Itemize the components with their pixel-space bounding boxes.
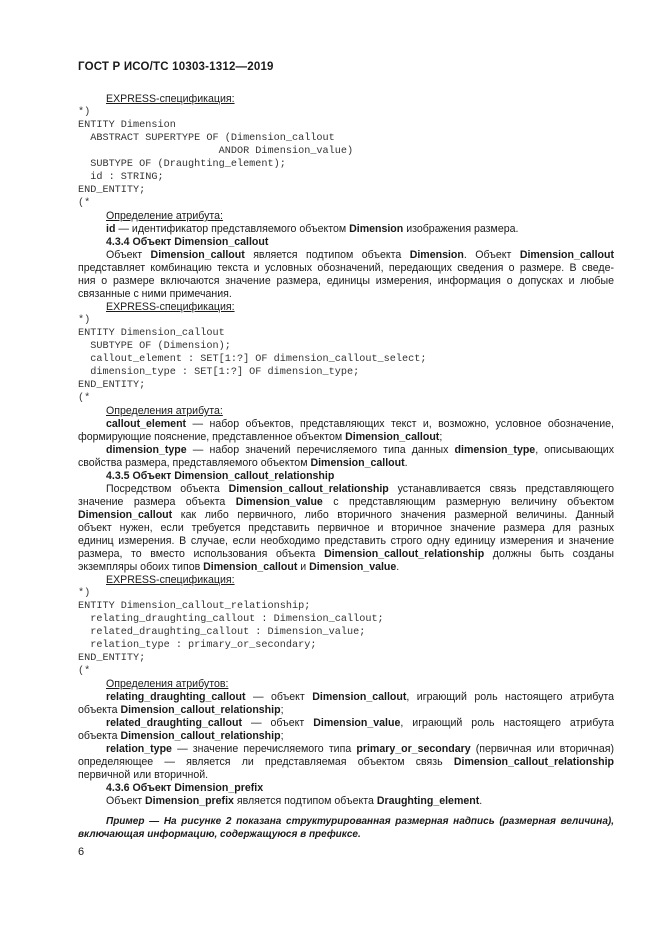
code-line: ENTITY Dimension: [78, 120, 176, 131]
paragraph-line: [106, 795, 482, 808]
paragraph-line: ния о размере включаются значение размера, единицы измерения, информация о допусках и любые: [78, 275, 614, 287]
paragraph-line: [78, 444, 614, 457]
term: Dimension_callout: [345, 431, 440, 443]
text: объекта: [78, 704, 121, 716]
code-line: END_ENTITY;: [78, 653, 146, 664]
attribute-def-label: Определения атрибута:: [106, 405, 223, 417]
paragraph-line: [78, 249, 614, 262]
paragraph-line: [78, 730, 284, 743]
text: определяющее — является ли представляемая объектом связь: [78, 756, 454, 768]
term: Draughting_element: [376, 795, 480, 807]
term: Dimension_callout_relationship: [453, 756, 614, 768]
example-note-line: включающая информацию, содержащуюся в префиксе.: [78, 829, 361, 840]
text: формирующие пояснение, представленное объектом: [78, 431, 346, 443]
paragraph-line: [78, 483, 614, 496]
code-line: SUBTYPE OF (Dimension);: [78, 341, 231, 352]
text: как либо первичного, либо вторичного значения размерной величины. Данный: [172, 509, 614, 521]
code-line: ANDOR Dimension_value): [78, 146, 354, 157]
text: ;: [439, 431, 443, 443]
text: объекта: [78, 730, 121, 742]
paragraph-line: объект нужен, если требуется представить первичное и вторичное значение размера для разных: [78, 522, 614, 534]
term: related_draughting_callout: [106, 717, 242, 729]
term: Dimension_callout_relationship: [120, 730, 281, 742]
paragraph-line: [78, 418, 614, 431]
text: — набор значений перечисляемого типа данных: [186, 444, 455, 456]
code-line: (*: [78, 666, 91, 677]
attribute-def-label: Определения атрибутов:: [106, 678, 229, 690]
code-line: END_ENTITY;: [78, 185, 146, 196]
text: Объект: [106, 249, 151, 261]
paragraph-line: [78, 496, 614, 509]
term: Dimension_callout: [312, 691, 407, 703]
text: является подтипом объекта: [233, 795, 377, 807]
text: значение размера объекта: [78, 496, 236, 508]
attribute-id-line: [106, 223, 518, 236]
term: Dimension_prefix: [145, 795, 234, 807]
text: экземпляры обоих типов: [78, 561, 204, 573]
paragraph-line: представляет комбинацию текста и условных обозначений, передающих сведения о размере. В сведе-: [78, 262, 614, 274]
text: — объект: [241, 717, 314, 729]
text: и: [297, 561, 310, 573]
text: — значение перечисляемого типа: [171, 743, 357, 755]
page-number: 6: [78, 846, 85, 858]
term: Dimension_callout: [78, 509, 173, 521]
term: Dimension_callout_relationship: [228, 483, 389, 495]
text: , играющий роль настоящего атрибута: [406, 691, 614, 703]
code-line: relation_type : primary_or_secondary;: [78, 640, 317, 651]
code-line: dimension_type : SET[1:?] OF dimension_type;: [78, 367, 360, 378]
text: с представляющим размерную величину объектом: [322, 496, 614, 508]
paragraph-line: первичной или вторичной.: [78, 769, 209, 781]
paragraph-line: [78, 743, 614, 756]
section-heading-436: 4.3.6 Объект Dimension_prefix: [106, 782, 264, 794]
code-line: *): [78, 107, 91, 118]
term: Dimension: [409, 249, 464, 261]
term: Dimension_callout: [519, 249, 614, 261]
code-line: *): [78, 588, 91, 599]
code-line: ENTITY Dimension_callout_relationship;: [78, 601, 311, 612]
text: .: [404, 457, 408, 469]
term: Dimension_callout_relationship: [120, 704, 281, 716]
text: ;: [280, 704, 284, 716]
paragraph-line: [78, 548, 614, 561]
text: устанавливается связь представляющего: [388, 483, 614, 495]
text: изображения размера.: [403, 223, 519, 235]
text: размера, то вместо использования объекта: [78, 548, 325, 560]
code-line: SUBTYPE OF (Draughting_element);: [78, 159, 286, 170]
code-line: related_draughting_callout : Dimension_value;: [78, 627, 366, 638]
term: Dimension: [349, 223, 404, 235]
term: Dimension_callout_relationship: [324, 548, 485, 560]
term: relation_type: [106, 743, 172, 755]
paragraph-line: [78, 691, 614, 704]
document-header: ГОСТ Р ИСО/ТС 10303-1312—2019: [78, 61, 274, 73]
text: — идентификатор представляемого объектом: [115, 223, 350, 235]
text: .: [479, 795, 483, 807]
paragraph-line: [78, 561, 399, 574]
text: (первичная или вторичная): [470, 743, 615, 755]
attribute-def-label: Определение атрибута:: [106, 210, 223, 222]
text: Посредством объекта: [106, 483, 229, 495]
text: . Объект: [463, 249, 520, 261]
paragraph-line: [78, 457, 408, 470]
paragraph-line: единиц измерения. В случае, если необходимо представить строго одну единицу измерения и значение: [78, 535, 614, 547]
express-spec-label: EXPRESS-спецификация:: [106, 301, 235, 313]
term: Dimension_value: [235, 496, 323, 508]
code-line: (*: [78, 393, 91, 404]
express-spec-label: EXPRESS-спецификация:: [106, 574, 235, 586]
paragraph-line: [78, 756, 614, 769]
text: .: [396, 561, 400, 573]
section-heading-435: 4.3.5 Объект Dimension_callout_relationship: [106, 470, 335, 482]
paragraph-line: [78, 509, 614, 522]
code-line: (*: [78, 198, 91, 209]
paragraph-line: [78, 704, 284, 717]
term: Dimension_value: [313, 717, 401, 729]
text: , играющий роль настоящего атрибута: [400, 717, 614, 729]
term: relating_draughting_callout: [106, 691, 246, 703]
code-line: ENTITY Dimension_callout: [78, 328, 225, 339]
term: dimension_type: [454, 444, 536, 456]
text: — объект: [245, 691, 313, 703]
term: Dimension_callout: [203, 561, 298, 573]
code-line: id : STRING;: [78, 172, 164, 183]
term: Dimension_value: [309, 561, 397, 573]
code-line: callout_element : SET[1:?] OF dimension_callout_select;: [78, 354, 427, 365]
term: Dimension_callout: [310, 457, 405, 469]
term: primary_or_secondary: [356, 743, 471, 755]
example-note: [78, 815, 614, 828]
code-line: ABSTRACT SUPERTYPE OF (Dimension_callout: [78, 133, 335, 144]
paragraph-line: [78, 717, 614, 730]
term: Dimension_callout: [150, 249, 245, 261]
term: id: [106, 223, 116, 235]
term: dimension_type: [106, 444, 187, 456]
text: свойства размера, представляемого объектом: [78, 457, 311, 469]
text: , описывающих: [535, 444, 615, 456]
section-heading-434: 4.3.4 Объект Dimension_callout: [106, 236, 269, 248]
text: ;: [280, 730, 284, 742]
text: Пример — На рисунке 2 показана структурированная размерная надпись (размерная величина),: [106, 816, 614, 827]
paragraph-line: [78, 431, 442, 444]
text: — набор объектов, представляющих текст и, возможно, условное обозначение,: [186, 418, 614, 430]
text: является подтипом объекта: [244, 249, 410, 261]
code-line: *): [78, 315, 91, 326]
paragraph-line: связанные с ними примечания.: [78, 288, 232, 300]
express-spec-label: EXPRESS-спецификация:: [106, 93, 235, 105]
code-line: relating_draughting_callout : Dimension_callout;: [78, 614, 384, 625]
term: callout_element: [106, 418, 187, 430]
text: Объект: [106, 795, 146, 807]
text: должны быть созданы: [484, 548, 614, 560]
code-line: END_ENTITY;: [78, 380, 146, 391]
